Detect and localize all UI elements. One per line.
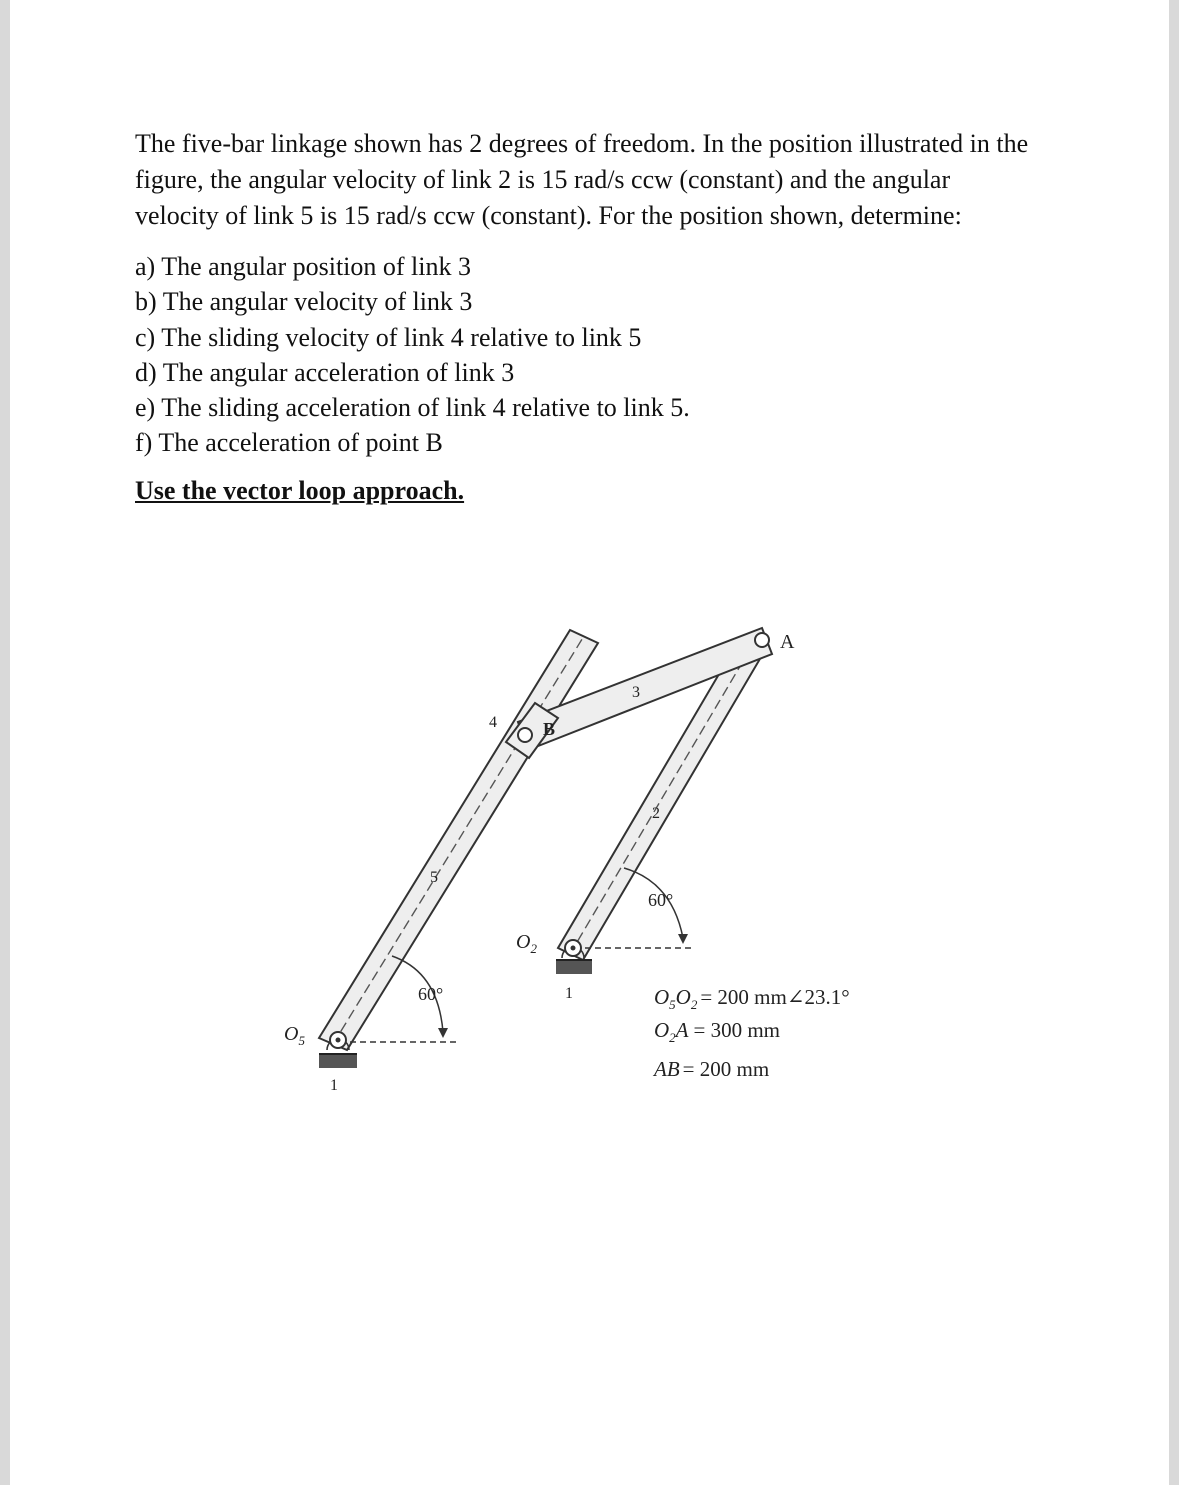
question-item: b) The angular velocity of link 3 bbox=[135, 287, 473, 317]
question-item: d) The angular acceleration of link 3 bbox=[135, 357, 515, 387]
pin-B bbox=[518, 728, 532, 742]
question-item: a) The angular position of link 3 bbox=[135, 252, 472, 281]
angle-link5-label: 60° bbox=[418, 984, 444, 1004]
ground-label-O2: 1 bbox=[565, 985, 573, 1002]
link-5-label: 5 bbox=[430, 869, 438, 886]
given-AB: AB = 200 mm bbox=[654, 1057, 770, 1081]
angle-arc-link5-arrow bbox=[438, 1028, 448, 1038]
pivot-O5-label: $O_5$ bbox=[284, 1023, 305, 1048]
point-A-label: A bbox=[780, 631, 795, 653]
question-item: e) The sliding acceleration of link 4 relative to link 5. bbox=[135, 393, 690, 423]
given-dimensions bbox=[652, 985, 850, 1081]
ground-label-O5: 1 bbox=[330, 1077, 338, 1094]
angle-link2-label: 60° bbox=[648, 890, 674, 910]
link-2-label: 2 bbox=[652, 805, 660, 822]
pin-A bbox=[755, 633, 769, 647]
link-4-label: 4 bbox=[489, 714, 497, 731]
angle-arc-link2-arrow bbox=[678, 934, 688, 944]
pivot-O2-label: $O_2$ bbox=[516, 931, 537, 956]
link-3-label: 3 bbox=[632, 684, 640, 701]
given-O5O2: $O_5O_2 = 200$ mm∠23.1° bbox=[654, 985, 850, 1012]
question-item: c) The sliding velocity of link 4 relative to link 5 bbox=[135, 322, 642, 352]
point-B-label: B bbox=[543, 719, 556, 739]
method-instruction: Use the vector loop approach. bbox=[135, 476, 465, 505]
question-item: f) The acceleration of point B bbox=[135, 428, 443, 458]
given-O2A: $O_2A = 300$ mm bbox=[654, 1018, 781, 1045]
link-5 bbox=[319, 630, 598, 1050]
problem-statement: The five-bar linkage shown has 2 degrees of freedom. In the position illustrated in the figure, the angular velocity of link 2 is 15 rad/s ccw (constant) and the angular velocity of link 5 is 15 rad/s ccw (constant). For the position shown, determine: bbox=[135, 129, 1029, 230]
